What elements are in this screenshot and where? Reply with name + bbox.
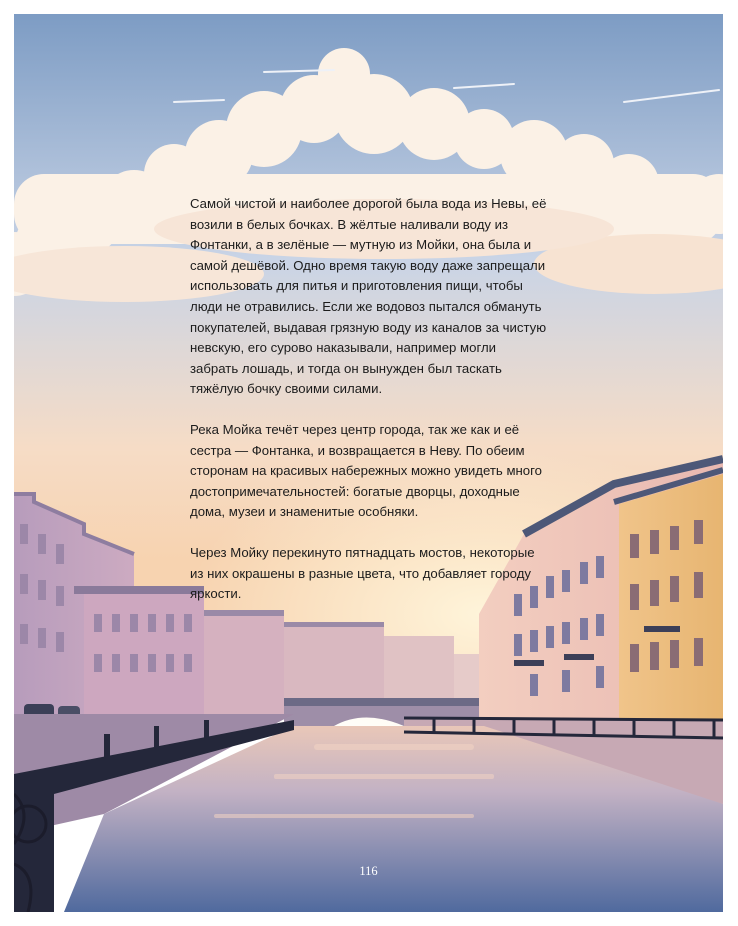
text-line: покупателей, выдавая грязную воду из каналов за чистую (190, 319, 547, 335)
text-line: люди не отравились. Если же водовоз пытался обмануть (190, 298, 542, 314)
text-line: дома, музеи и знаменитые особняки. (190, 504, 419, 520)
paragraph-bridges (190, 543, 570, 605)
text-line: Фонтанки, а в зелёные — мутную из Мойки, она была и (190, 237, 532, 253)
text-line: Река Мойка течёт через центр города, так же как и её (190, 421, 520, 437)
paragraph-water-quality (190, 194, 570, 400)
text-line: из них окрашены в разные цвета, что добавляет городу (190, 565, 531, 581)
page-number: 116 (359, 864, 378, 878)
text-line: тяжёлую бочку своими силами. (190, 381, 383, 397)
text-line: Самой чистой и наиболее дорогой была вода из Невы, её (190, 196, 547, 211)
text-line: Через Мойку перекинуто пятнадцать мостов, некоторые (190, 544, 535, 560)
text-line: самой дешёвой. Одно время такую воду даже запрещали (190, 257, 546, 273)
text-line: забрать лошадь, и тогда он вынужден был таскать (190, 360, 502, 376)
text-line: невскую, его сурово наказывали, например могли (190, 340, 497, 356)
text-line: яркости. (190, 586, 242, 602)
text-line: достопримечательностей: богатые дворцы, доходные (190, 483, 520, 499)
book-page (14, 14, 723, 912)
text-line: сестра — Фонтанка, и возвращается в Неву. По обеим (190, 442, 525, 458)
text-line: возили в белых бочках. В жёлтые наливали воду из (190, 216, 509, 232)
text-line: сторонам на красивых набережных можно увидеть много (190, 463, 542, 479)
article-text (190, 194, 570, 625)
text-line: использовать для питья и приготовления пищи, чтобы (190, 278, 523, 294)
paragraph-moika-river (190, 420, 570, 523)
